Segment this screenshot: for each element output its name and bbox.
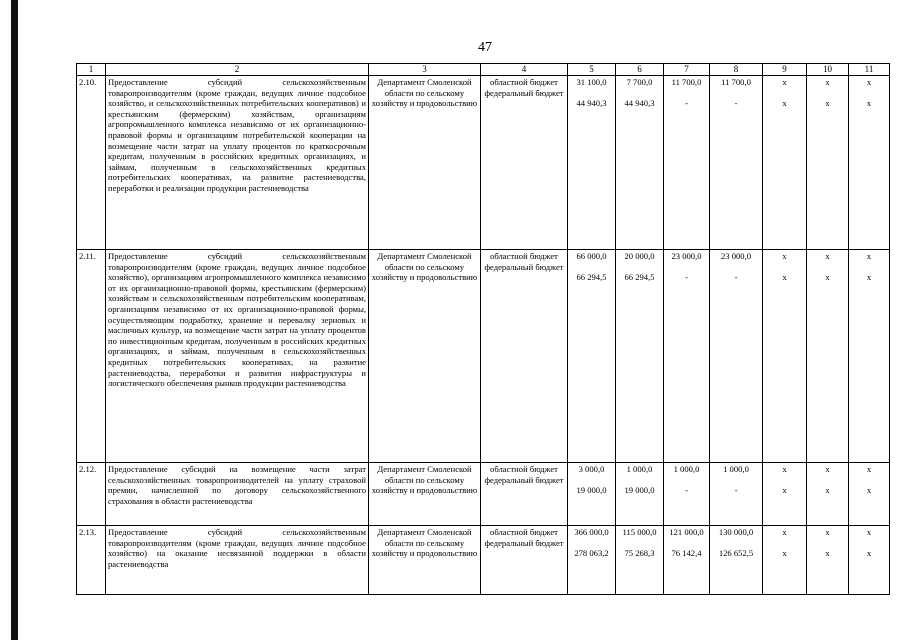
- col10-values: [807, 526, 849, 595]
- col8-values: [710, 250, 763, 463]
- value-cell: 19 000,0: [624, 484, 655, 495]
- value-cell: х: [782, 547, 787, 558]
- value-cell: х: [825, 464, 830, 474]
- value-cell: 115 000,0: [622, 527, 657, 537]
- value-cell: -: [734, 97, 738, 108]
- value-cell: х: [782, 251, 787, 261]
- value-cell: х: [782, 484, 787, 495]
- funding-source: областной бюджет: [490, 527, 558, 537]
- col6-values: [616, 526, 664, 595]
- row-executor: Департамент Смоленской области по сельскому хозяйству и продовольствию: [369, 526, 481, 595]
- table-row: [77, 76, 890, 250]
- header-cell: 7: [664, 64, 710, 76]
- row-executor: Департамент Смоленской области по сельскому хозяйству и продовольствию: [369, 250, 481, 463]
- value-cell: х: [866, 97, 872, 108]
- scan-edge-bar: [11, 0, 18, 640]
- value-cell: 20 000,0: [624, 251, 655, 261]
- value-cell: 11 700,0: [671, 77, 702, 87]
- col10-values: [807, 250, 849, 463]
- col5-values: [568, 250, 616, 463]
- value-cell: 23 000,0: [720, 251, 752, 261]
- col6-values: [616, 76, 664, 250]
- value-cell: х: [825, 271, 830, 282]
- funding-source: областной бюджет: [490, 464, 558, 474]
- value-cell: 1 000,0: [673, 464, 700, 474]
- value-cell: х: [866, 77, 872, 87]
- value-cell: х: [825, 547, 830, 558]
- col5-values: [568, 526, 616, 595]
- col10-values: [807, 76, 849, 250]
- col8-values: [710, 526, 763, 595]
- value-cell: х: [866, 484, 872, 495]
- value-cell: 19 000,0: [576, 484, 607, 495]
- header-cell: 9: [763, 64, 807, 76]
- value-cell: 7 700,0: [626, 77, 653, 87]
- col7-values: [664, 463, 710, 526]
- col10-values: [807, 463, 849, 526]
- header-row: [77, 64, 890, 76]
- value-cell: -: [734, 271, 738, 282]
- funding-source: федеральный бюджет: [484, 87, 564, 98]
- page-number: 47: [478, 40, 492, 55]
- row-description: Предоставление субсидий сельскохозяйственным товаропроизводителям (кроме граждан, ведущих личное подсобное хозяйство) на оказание несвязанной поддержки в области растениеводства: [106, 526, 369, 595]
- row-funding: [481, 76, 568, 250]
- col11-values: [849, 76, 890, 250]
- row-funding: [481, 250, 568, 463]
- col9-values: [763, 76, 807, 250]
- row-number: 2.12.: [77, 463, 106, 526]
- program-table: [76, 63, 890, 595]
- value-cell: х: [866, 271, 872, 282]
- value-cell: -: [685, 97, 688, 108]
- row-description: Предоставление субсидий сельскохозяйственным товаропроизводителям (кроме граждан, ведущих личное подсобное хозяйство), организациям агропромышленного комплекса независимо от их организационно-правовой формы, крестьянским (фермерским) хозяйствам и сельскохозяйственным потребительским кооперативам, организациям независимо от их организационно-правовой формы, осуществляющим подработку, хранение и перевалку зерновых и масличных культур, на возмещение части затрат на уплату процентов по инвестиционным кредитам, полученным в российских кредитных организациях, и займам, полученным в сельскохозяйственных кредитных потребительских кооперативах, на развитие растениеводства, переработки и развития инфраструктуры и логистического обеспечения рынков продукции растениеводства: [106, 250, 369, 463]
- value-cell: х: [825, 484, 830, 495]
- value-cell: 23 000,0: [671, 251, 702, 261]
- value-cell: х: [825, 97, 830, 108]
- value-cell: х: [782, 97, 787, 108]
- value-cell: х: [782, 464, 787, 474]
- col7-values: [664, 76, 710, 250]
- value-cell: -: [685, 271, 688, 282]
- row-description: Предоставление субсидий сельскохозяйственным товаропроизводителям (кроме граждан, ведущих личное подсобное хозяйство, и сельскохозяйственных потребительских кооперативов) и крестьянским (фермерским) хозяйствам, организациям агропромышленного комплекса независимо от их организационно-правовой формы и организациям потребительской кооперации на возмещение части затрат на уплату процентов по краткосрочным кредитам, полученным в российских кредитных организациях, и займам, полученным в сельскохозяйственных кредитных потребительских кооперативах, на развитие растениеводства, переработки и реализации продукции растениеводства: [106, 76, 369, 250]
- funding-source: федеральный бюджет: [484, 261, 564, 272]
- row-funding: [481, 463, 568, 526]
- col11-values: [849, 526, 890, 595]
- row-number: 2.10.: [77, 76, 106, 250]
- col8-values: [710, 463, 763, 526]
- col11-values: [849, 250, 890, 463]
- value-cell: х: [782, 77, 787, 87]
- header-cell: 3: [369, 64, 481, 76]
- col9-values: [763, 463, 807, 526]
- value-cell: 366 000,0: [574, 527, 609, 537]
- row-description: Предоставление субсидий на возмещение части затрат сельскохозяйственных товаропроизводителей на уплату страховой премии, начисленной по договору сельскохозяйственного страхования в области растениеводства: [106, 463, 369, 526]
- value-cell: х: [825, 527, 830, 537]
- value-cell: 44 940,3: [576, 97, 607, 108]
- col6-values: [616, 250, 664, 463]
- header-cell: 2: [106, 64, 369, 76]
- funding-source: областной бюджет: [490, 77, 558, 87]
- col9-values: [763, 526, 807, 595]
- value-cell: 66 294,5: [624, 271, 655, 282]
- value-cell: х: [866, 464, 872, 474]
- header-cell: 5: [568, 64, 616, 76]
- funding-source: областной бюджет: [490, 251, 558, 261]
- col7-values: [664, 526, 710, 595]
- row-number: 2.11.: [77, 250, 106, 463]
- header-cell: 4: [481, 64, 568, 76]
- value-cell: -: [734, 484, 738, 495]
- header-cell: 1: [77, 64, 106, 76]
- funding-source: федеральный бюджет: [484, 537, 564, 548]
- row-number: 2.13.: [77, 526, 106, 595]
- value-cell: х: [825, 77, 830, 87]
- value-cell: 1 000,0: [626, 464, 653, 474]
- row-executor: Департамент Смоленской области по сельскому хозяйству и продовольствию: [369, 463, 481, 526]
- table-row: [77, 250, 890, 463]
- value-cell: 11 700,0: [721, 77, 751, 87]
- funding-source: федеральный бюджет: [484, 474, 564, 485]
- value-cell: 278 063,2: [574, 547, 609, 558]
- value-cell: 31 100,0: [576, 77, 607, 87]
- header-cell: 10: [807, 64, 849, 76]
- value-cell: 121 000,0: [669, 527, 704, 537]
- value-cell: 75 268,3: [624, 547, 655, 558]
- value-cell: 66 294,5: [576, 271, 607, 282]
- value-cell: -: [685, 484, 688, 495]
- value-cell: х: [782, 271, 787, 282]
- value-cell: х: [866, 547, 872, 558]
- value-cell: 126 652,5: [718, 547, 754, 558]
- value-cell: х: [866, 251, 872, 261]
- col9-values: [763, 250, 807, 463]
- header-cell: 6: [616, 64, 664, 76]
- row-executor: Департамент Смоленской области по сельскому хозяйству и продовольствию: [369, 76, 481, 250]
- table-row: [77, 526, 890, 595]
- value-cell: 3 000,0: [578, 464, 605, 474]
- header-cell: 11: [849, 64, 890, 76]
- col7-values: [664, 250, 710, 463]
- table-row: [77, 463, 890, 526]
- value-cell: 44 940,3: [624, 97, 655, 108]
- value-cell: 66 000,0: [576, 251, 607, 261]
- col5-values: [568, 463, 616, 526]
- row-funding: [481, 526, 568, 595]
- value-cell: 130 000,0: [718, 527, 754, 537]
- col8-values: [710, 76, 763, 250]
- col5-values: [568, 76, 616, 250]
- value-cell: х: [825, 251, 830, 261]
- value-cell: х: [782, 527, 787, 537]
- value-cell: 1 000,0: [723, 464, 749, 474]
- col11-values: [849, 463, 890, 526]
- col6-values: [616, 463, 664, 526]
- value-cell: х: [866, 527, 872, 537]
- value-cell: 76 142,4: [671, 547, 702, 558]
- header-cell: 8: [710, 64, 763, 76]
